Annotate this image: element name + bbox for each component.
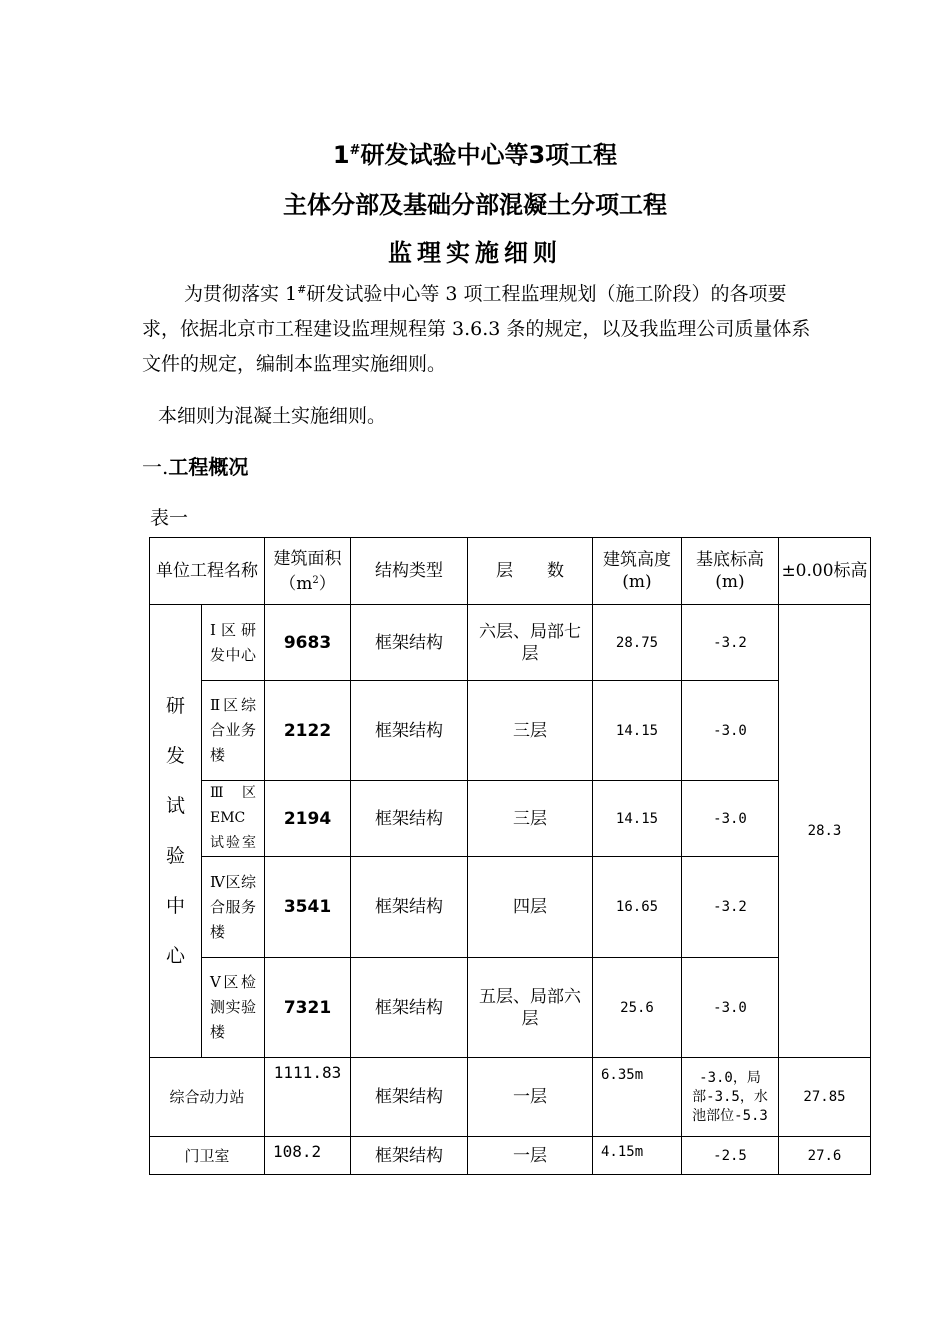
base-elevation: -2.5	[682, 1137, 779, 1175]
table-row	[150, 958, 871, 1058]
floor-count: 四层	[468, 857, 593, 958]
header-structure: 结构类型	[351, 538, 468, 605]
project-overview-table	[149, 537, 871, 1175]
structure-type: 框架结构	[351, 1058, 468, 1137]
zero-elevation: 28.3	[779, 605, 871, 1058]
header-base-elevation: 基底标高(m)	[682, 538, 779, 605]
header-area: 建筑面积 $(m^2)$	[265, 538, 351, 605]
table-caption: 表一	[150, 507, 189, 529]
base-elevation: -3.0，局部-3.5，水池部位-5.3	[682, 1058, 779, 1137]
base-elevation: -3.0	[682, 958, 779, 1058]
area-value: 1111.83	[265, 1058, 351, 1137]
zone-name: Ⅴ区检测实验楼	[202, 958, 265, 1058]
floor-count: 一层	[468, 1058, 593, 1137]
area-value: 9683	[265, 605, 351, 681]
zone-name: Ⅱ区综合业务楼	[202, 681, 265, 781]
zone-name: Ⅲ区EMC试验室	[202, 781, 265, 857]
unit-name: 综合动力站	[150, 1058, 265, 1137]
floor-count: 六层、局部七层	[468, 605, 593, 681]
zone-name: Ⅰ区研发中心	[202, 605, 265, 681]
table-row	[150, 681, 871, 781]
structure-type: 框架结构	[351, 857, 468, 958]
table-header-row	[150, 538, 871, 605]
structure-type: 框架结构	[351, 605, 468, 681]
table-row	[150, 857, 871, 958]
floor-count: 五层、局部六层	[468, 958, 593, 1058]
base-elevation: -3.2	[682, 605, 779, 681]
area-value: 2122	[265, 681, 351, 781]
section-heading: 一.工程概况	[142, 455, 249, 479]
header-height: 建筑高度(m)	[593, 538, 682, 605]
zone-name: Ⅳ区综合服务楼	[202, 857, 265, 958]
area-value: 3541	[265, 857, 351, 958]
header-zero-elevation: ±0.00标高	[779, 538, 871, 605]
height-value: 14.15	[593, 781, 682, 857]
base-elevation: -3.0	[682, 681, 779, 781]
zero-elevation: 27.85	[779, 1058, 871, 1137]
document-title-line2: 主体分部及基础分部混凝土分项工程	[283, 191, 667, 219]
structure-type: 框架结构	[351, 681, 468, 781]
group-label: 研发试验中心	[150, 605, 202, 1058]
area-value: 108.2	[265, 1137, 351, 1175]
table-row	[150, 1058, 871, 1137]
height-value: 14.15	[593, 681, 682, 781]
scope-paragraph: 本细则为混凝土实施细则。	[158, 405, 387, 427]
height-value: 6.35m	[593, 1058, 682, 1137]
document-title-line3: 监理实施细则	[388, 239, 562, 267]
unit-name: 门卫室	[150, 1137, 265, 1175]
floor-count: 三层	[468, 681, 593, 781]
area-value: 7321	[265, 958, 351, 1058]
height-value: 4.15m	[593, 1137, 682, 1175]
base-elevation: -3.0	[682, 781, 779, 857]
zero-elevation: 27.6	[779, 1137, 871, 1175]
height-value: 28.75	[593, 605, 682, 681]
table-row	[150, 605, 871, 681]
base-elevation: -3.2	[682, 857, 779, 958]
structure-type: 框架结构	[351, 781, 468, 857]
intro-paragraph: 为贯彻落实 1#研发试验中心等 3 项工程监理规划（施工阶段）的各项要求，依据北京市工程建设监理规程第 3.6.3 条的规定，以及我监理公司质量体系文件的规定，编制本监理实施细则。	[142, 283, 811, 375]
structure-type: 框架结构	[351, 958, 468, 1058]
header-floors: 层 数	[468, 538, 593, 605]
area-value: 2194	[265, 781, 351, 857]
document-title-line1: 1#研发试验中心等3项工程	[332, 141, 618, 169]
height-value: 16.65	[593, 857, 682, 958]
height-value: 25.6	[593, 958, 682, 1058]
floor-count: 三层	[468, 781, 593, 857]
floor-count: 一层	[468, 1137, 593, 1175]
structure-type: 框架结构	[351, 1137, 468, 1175]
table-row	[150, 781, 871, 857]
table-row	[150, 1137, 871, 1175]
header-unit-name: 单位工程名称	[150, 538, 265, 605]
